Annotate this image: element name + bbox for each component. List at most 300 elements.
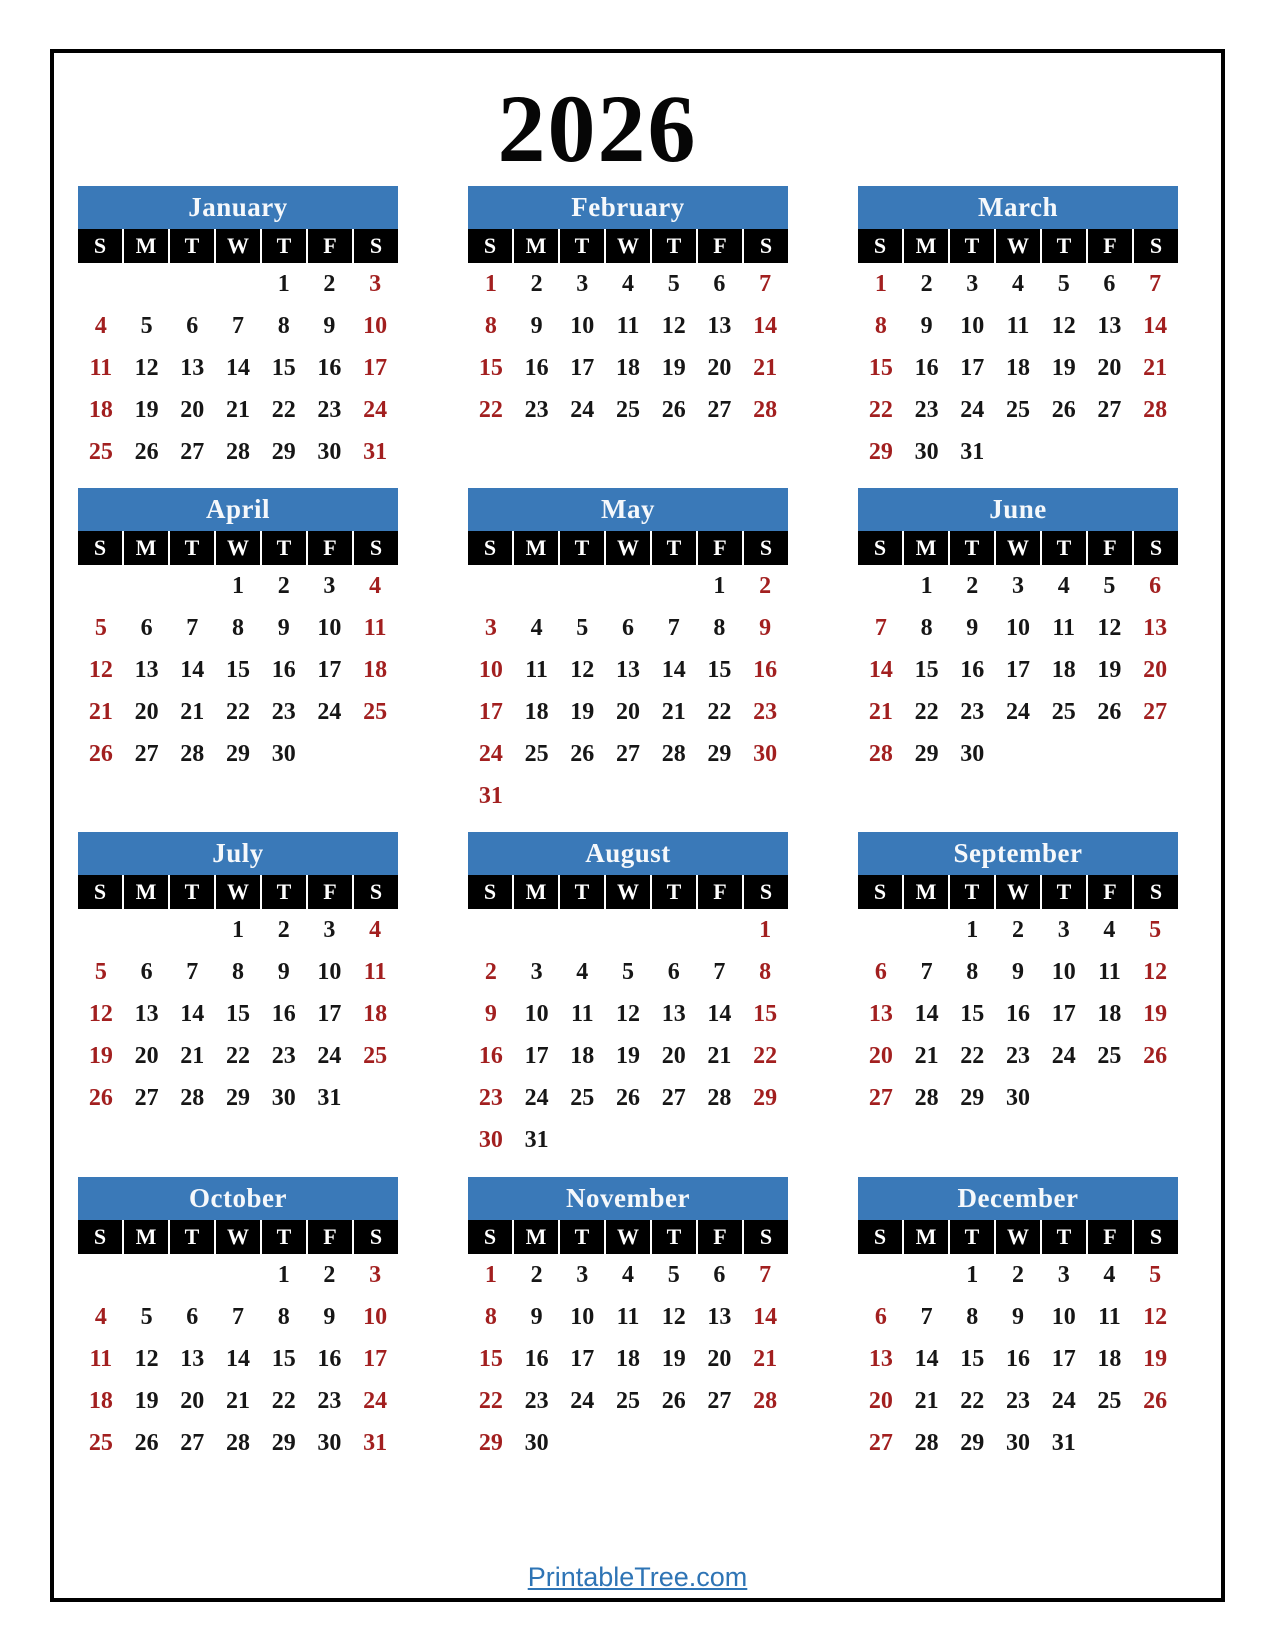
day-cell: 13 [868,1345,893,1372]
day-cell: 8 [713,614,726,641]
day-cell: 10 [1051,1303,1076,1330]
day-cell: 15 [271,354,296,381]
empty-cell [352,733,398,775]
weekday-cell: S [78,1220,122,1254]
month-february [468,186,788,473]
day-cell: 24 [317,1042,342,1069]
day-cell: 9 [277,958,290,985]
day-cell: 7 [759,270,772,297]
days-grid [78,565,398,775]
day-cell: 28 [180,740,205,767]
weekday-cell: T [560,229,604,263]
weekday-cell: M [904,1220,948,1254]
day-cell: 31 [317,1084,342,1111]
day-cell: 25 [88,1429,113,1456]
weekday-row [468,229,788,263]
day-cell: 17 [1005,656,1030,683]
day-cell: 19 [134,396,159,423]
day-cell: 24 [317,698,342,725]
day-cell: 10 [317,614,342,641]
day-cell: 29 [960,1084,985,1111]
day-cell: 19 [1143,1000,1168,1027]
day-cell: 9 [277,614,290,641]
day-cell: 28 [753,396,778,423]
empty-cell [78,909,124,951]
day-cell: 6 [140,958,153,985]
day-cell: 3 [966,270,979,297]
weekday-cell: T [950,531,994,565]
weekday-cell: T [262,875,306,909]
day-cell: 8 [231,958,244,985]
weekday-cell: T [652,875,696,909]
day-cell: 15 [225,656,250,683]
day-cell: 16 [1005,1345,1030,1372]
empty-cell [78,263,124,305]
day-cell: 4 [621,1261,634,1288]
day-cell: 11 [1098,958,1121,985]
day-cell: 1 [874,270,887,297]
day-cell: 3 [484,614,497,641]
weekday-cell: F [1088,1220,1132,1254]
weekday-row [468,531,788,565]
day-cell: 25 [363,698,388,725]
day-cell: 14 [914,1000,939,1027]
day-cell: 2 [277,572,290,599]
day-cell: 23 [914,396,939,423]
day-cell: 24 [1051,1387,1076,1414]
day-cell: 5 [576,614,589,641]
weekday-cell: F [698,875,742,909]
day-cell: 24 [524,1084,549,1111]
weekday-cell: T [170,531,214,565]
weekday-cell: W [216,229,260,263]
empty-cell [697,775,743,817]
day-cell: 31 [960,438,985,465]
empty-cell [169,1254,215,1296]
month-september [858,832,1178,1161]
month-july [78,832,398,1161]
weekday-cell: T [950,875,994,909]
weekday-cell: S [354,229,398,263]
day-cell: 2 [530,1261,543,1288]
weekday-cell: M [514,531,558,565]
day-cell: 8 [920,614,933,641]
day-cell: 12 [88,1000,113,1027]
day-cell: 4 [1103,916,1116,943]
day-cell: 24 [1005,698,1030,725]
day-cell: 26 [1051,396,1076,423]
day-cell: 28 [868,740,893,767]
empty-cell [514,775,560,817]
empty-cell [858,565,904,607]
day-cell: 27 [707,396,732,423]
day-cell: 26 [134,1429,159,1456]
weekday-cell: T [170,229,214,263]
weekday-cell: S [858,229,902,263]
weekday-cell: M [124,531,168,565]
day-cell: 13 [615,656,640,683]
month-title: August [468,832,788,875]
empty-cell [468,565,514,607]
weekday-cell: S [354,531,398,565]
day-cell: 13 [661,1000,686,1027]
day-cell: 8 [966,958,979,985]
day-cell: 8 [484,1303,497,1330]
month-title: June [858,488,1178,531]
empty-cell [78,565,124,607]
month-title: November [468,1177,788,1220]
day-cell: 25 [615,396,640,423]
month-band [78,488,1178,817]
weekday-cell: T [262,1220,306,1254]
day-cell: 5 [667,1261,680,1288]
day-cell: 11 [616,312,640,339]
weekday-cell: W [996,531,1040,565]
empty-cell [1087,733,1133,775]
month-title: July [78,832,398,875]
day-cell: 19 [1051,354,1076,381]
day-cell: 12 [1051,312,1076,339]
days-grid [468,565,788,817]
empty-cell [78,1254,124,1296]
day-cell: 19 [88,1042,113,1069]
day-cell: 22 [960,1387,985,1414]
day-cell: 21 [1143,354,1168,381]
empty-cell [559,909,605,951]
day-cell: 2 [530,270,543,297]
weekday-cell: M [514,1220,558,1254]
day-cell: 30 [914,438,939,465]
day-cell: 27 [180,438,205,465]
day-cell: 29 [478,1429,503,1456]
day-cell: 14 [707,1000,732,1027]
day-cell: 8 [874,312,887,339]
day-cell: 23 [271,698,296,725]
weekday-cell: S [1134,531,1178,565]
day-cell: 7 [1149,270,1162,297]
day-cell: 17 [1051,1345,1076,1372]
day-cell: 19 [615,1042,640,1069]
day-cell: 15 [225,1000,250,1027]
day-cell: 28 [180,1084,205,1111]
weekday-cell: W [606,875,650,909]
day-cell: 10 [524,1000,549,1027]
day-cell: 14 [661,656,686,683]
day-cell: 21 [753,1345,778,1372]
day-cell: 20 [134,1042,159,1069]
day-cell: 14 [868,656,893,683]
weekday-cell: W [606,531,650,565]
day-cell: 19 [661,354,686,381]
day-cell: 5 [1149,916,1162,943]
day-cell: 30 [753,740,778,767]
weekday-cell: T [170,875,214,909]
days-grid [858,263,1178,473]
day-cell: 23 [317,1387,342,1414]
day-cell: 12 [88,656,113,683]
day-cell: 9 [920,312,933,339]
day-cell: 24 [960,396,985,423]
day-cell: 19 [661,1345,686,1372]
weekday-cell: W [996,1220,1040,1254]
day-cell: 8 [759,958,772,985]
day-cell: 16 [317,1345,342,1372]
day-cell: 17 [478,698,503,725]
month-march [858,186,1178,473]
empty-cell [605,565,651,607]
day-cell: 9 [323,312,336,339]
weekday-cell: T [560,531,604,565]
day-cell: 15 [753,1000,778,1027]
day-cell: 12 [134,354,159,381]
weekday-cell: T [652,229,696,263]
weekday-row [468,1220,788,1254]
day-cell: 25 [570,1084,595,1111]
day-cell: 6 [186,312,199,339]
day-cell: 12 [1143,1303,1168,1330]
days-grid [78,263,398,473]
day-cell: 4 [94,312,107,339]
day-cell: 3 [1011,572,1024,599]
day-cell: 22 [271,396,296,423]
day-cell: 13 [707,1303,732,1330]
empty-cell [605,1422,651,1464]
empty-cell [124,565,170,607]
weekday-cell: W [216,1220,260,1254]
weekday-cell: S [1134,1220,1178,1254]
weekday-cell: T [1042,875,1086,909]
day-cell: 3 [323,916,336,943]
day-cell: 16 [914,354,939,381]
day-cell: 3 [576,270,589,297]
day-cell: 9 [1011,1303,1024,1330]
day-cell: 17 [317,1000,342,1027]
day-cell: 4 [369,916,382,943]
month-title: December [858,1177,1178,1220]
weekday-cell: F [698,531,742,565]
month-title: May [468,488,788,531]
day-cell: 2 [1011,1261,1024,1288]
day-cell: 11 [570,1000,594,1027]
day-cell: 6 [186,1303,199,1330]
day-cell: 11 [89,354,113,381]
day-cell: 9 [759,614,772,641]
month-december [858,1177,1178,1464]
empty-cell [742,1119,788,1161]
day-cell: 20 [707,1345,732,1372]
day-cell: 6 [1149,572,1162,599]
day-cell: 2 [966,572,979,599]
empty-cell [169,909,215,951]
day-cell: 20 [180,396,205,423]
day-cell: 12 [1143,958,1168,985]
day-cell: 3 [1057,916,1070,943]
day-cell: 26 [661,396,686,423]
month-band [78,186,1178,473]
day-cell: 5 [667,270,680,297]
day-cell: 20 [1143,656,1168,683]
day-cell: 14 [180,656,205,683]
day-cell: 21 [914,1042,939,1069]
month-january [78,186,398,473]
day-cell: 16 [271,656,296,683]
day-cell: 18 [615,1345,640,1372]
day-cell: 1 [966,916,979,943]
empty-cell [559,565,605,607]
empty-cell [215,1254,261,1296]
footer-link[interactable]: PrintableTree.com [527,1562,748,1592]
day-cell: 25 [524,740,549,767]
empty-cell [605,1119,651,1161]
day-cell: 12 [570,656,595,683]
day-cell: 10 [1005,614,1030,641]
day-cell: 1 [484,270,497,297]
weekday-row [78,229,398,263]
day-cell: 28 [225,1429,250,1456]
empty-cell [1087,1077,1133,1119]
day-cell: 30 [478,1126,503,1153]
day-cell: 27 [615,740,640,767]
empty-cell [1132,1077,1178,1119]
weekday-cell: F [308,875,352,909]
day-cell: 9 [323,1303,336,1330]
day-cell: 10 [570,1303,595,1330]
day-cell: 22 [478,1387,503,1414]
day-cell: 8 [277,312,290,339]
day-cell: 8 [231,614,244,641]
weekday-cell: S [744,875,788,909]
day-cell: 7 [713,958,726,985]
day-cell: 7 [667,614,680,641]
day-cell: 21 [914,1387,939,1414]
day-cell: 10 [1051,958,1076,985]
day-cell: 30 [1005,1084,1030,1111]
weekday-cell: T [560,875,604,909]
empty-cell [995,733,1041,775]
day-cell: 14 [914,1345,939,1372]
day-cell: 5 [140,312,153,339]
day-cell: 5 [1057,270,1070,297]
day-cell: 1 [484,1261,497,1288]
day-cell: 13 [134,1000,159,1027]
weekday-cell: S [468,531,512,565]
day-cell: 18 [1097,1345,1122,1372]
day-cell: 20 [615,698,640,725]
day-cell: 23 [1005,1387,1030,1414]
weekday-cell: S [858,875,902,909]
day-cell: 27 [868,1429,893,1456]
empty-cell [215,263,261,305]
day-cell: 1 [231,572,244,599]
weekday-cell: W [216,875,260,909]
day-cell: 21 [180,698,205,725]
empty-cell [514,565,560,607]
empty-cell [742,1422,788,1464]
day-cell: 25 [1097,1042,1122,1069]
day-cell: 2 [484,958,497,985]
weekday-cell: T [950,1220,994,1254]
day-cell: 26 [615,1084,640,1111]
day-cell: 4 [1011,270,1024,297]
day-cell: 24 [570,1387,595,1414]
day-cell: 24 [363,396,388,423]
day-cell: 28 [753,1387,778,1414]
empty-cell [307,733,353,775]
weekday-cell: S [468,875,512,909]
day-cell: 9 [966,614,979,641]
day-cell: 29 [225,1084,250,1111]
weekday-cell: S [468,1220,512,1254]
empty-cell [468,909,514,951]
day-cell: 23 [960,698,985,725]
day-cell: 30 [271,740,296,767]
day-cell: 26 [134,438,159,465]
weekday-cell: M [904,229,948,263]
day-cell: 14 [1143,312,1168,339]
day-cell: 13 [180,1345,205,1372]
empty-cell [605,909,651,951]
day-cell: 2 [759,572,772,599]
day-cell: 2 [1011,916,1024,943]
day-cell: 13 [1097,312,1122,339]
day-cell: 10 [960,312,985,339]
weekday-row [78,531,398,565]
weekday-cell: F [698,229,742,263]
weekday-cell: T [262,531,306,565]
day-cell: 4 [94,1303,107,1330]
day-cell: 7 [874,614,887,641]
day-cell: 20 [180,1387,205,1414]
day-cell: 21 [180,1042,205,1069]
day-cell: 18 [363,656,388,683]
weekday-cell: S [858,1220,902,1254]
day-cell: 18 [1005,354,1030,381]
weekday-row [468,875,788,909]
day-cell: 20 [661,1042,686,1069]
day-cell: 31 [363,438,388,465]
day-cell: 30 [317,438,342,465]
weekday-cell: T [170,1220,214,1254]
weekday-cell: F [698,1220,742,1254]
weekday-cell: S [354,1220,398,1254]
day-cell: 15 [868,354,893,381]
day-cell: 17 [960,354,985,381]
day-cell: 3 [369,1261,382,1288]
day-cell: 30 [271,1084,296,1111]
day-cell: 17 [363,1345,388,1372]
day-cell: 28 [914,1429,939,1456]
day-cell: 1 [920,572,933,599]
day-cell: 10 [478,656,503,683]
day-cell: 13 [1143,614,1168,641]
day-cell: 27 [1143,698,1168,725]
empty-cell [1132,431,1178,473]
days-grid [858,565,1178,775]
day-cell: 16 [524,354,549,381]
weekday-cell: F [308,229,352,263]
day-cell: 18 [1051,656,1076,683]
empty-cell [559,775,605,817]
day-cell: 17 [524,1042,549,1069]
month-title: April [78,488,398,531]
empty-cell [651,1119,697,1161]
day-cell: 17 [317,656,342,683]
weekday-cell: F [308,1220,352,1254]
day-cell: 3 [369,270,382,297]
day-cell: 23 [1005,1042,1030,1069]
day-cell: 13 [707,312,732,339]
day-cell: 29 [914,740,939,767]
